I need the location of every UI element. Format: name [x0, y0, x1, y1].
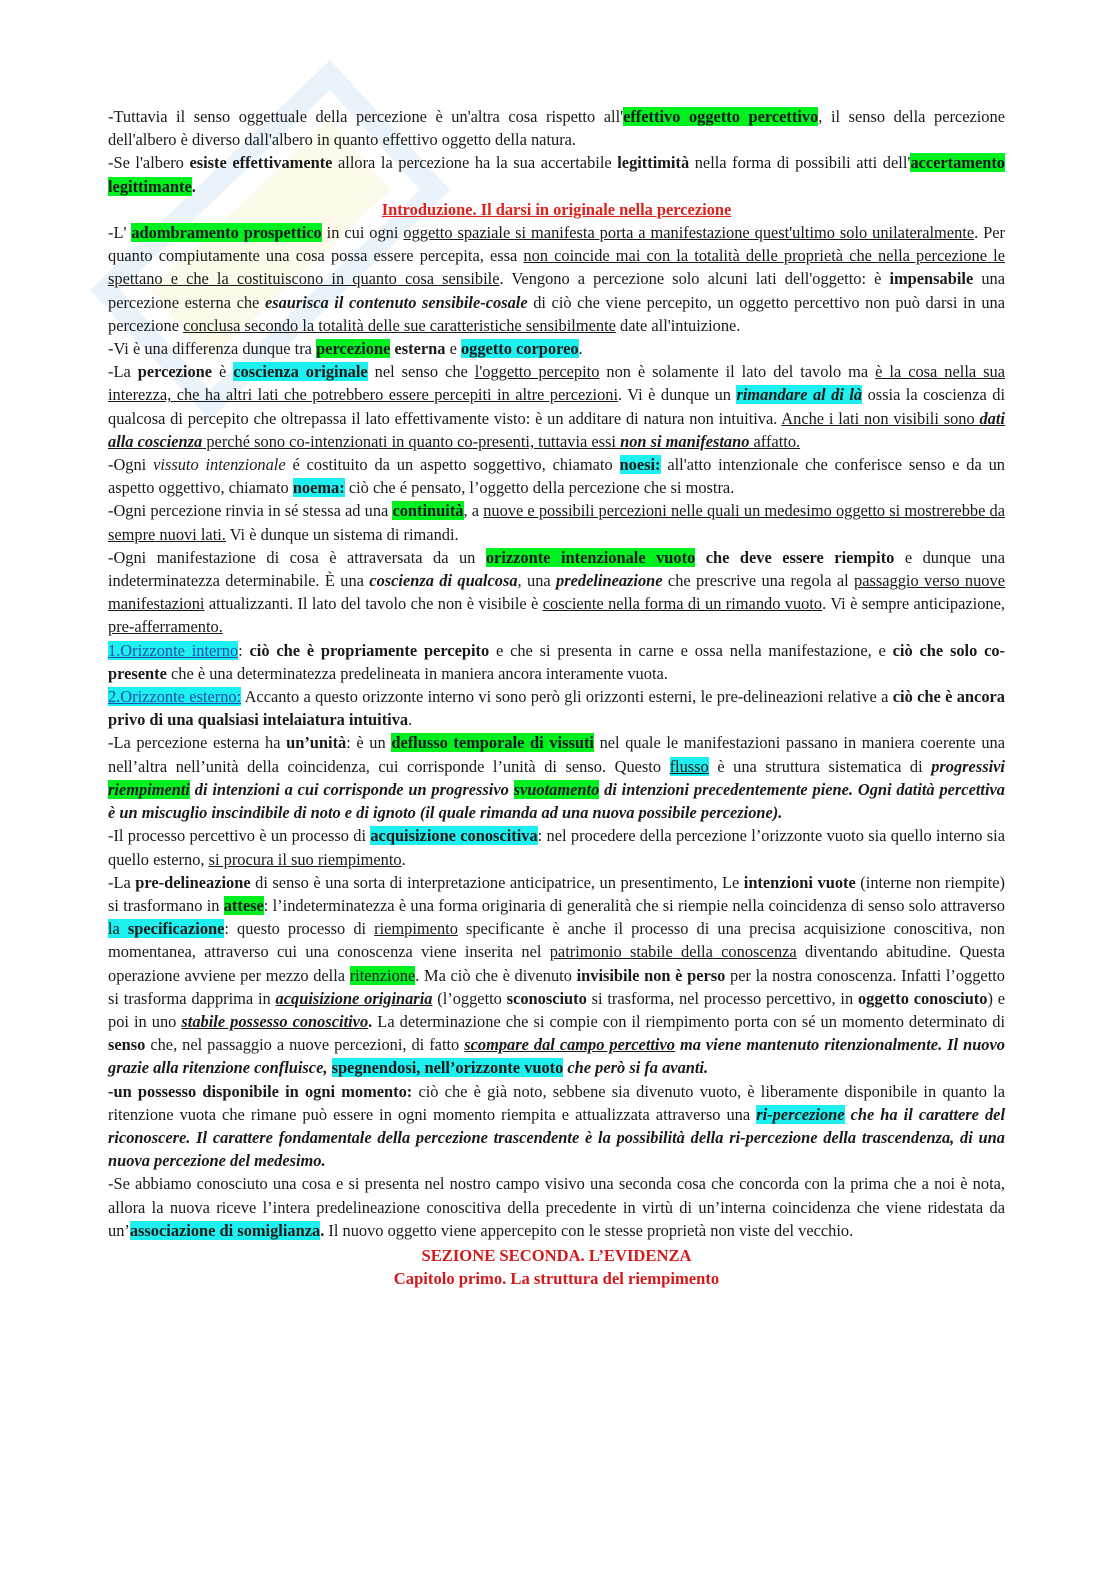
paragraph-3: -L' adombramento prospettico in cui ogni oggetto spaziale si manifesta porta a manifestazione quest'ultimo solo unilateralmente. Per quanto compiutamente una cosa possa essere percepita, essa non coincide mai con la totalità delle proprietà che nella percezione le spettano e che la costituiscono in quanto cosa sensibile. Vengono a percezione solo alcuni lati dell'oggetto: è impensabile una percezione esterna che esaurisca il contenuto sensibile-cosale di ciò che viene percepito, un oggetto percettivo non può darsi in una percezione conclusa secondo la totalità delle sue caratteristiche sensibilmente date all'intuizione.	[108, 223, 1006, 335]
section-heading-introduction: Introduzione. Il darsi in originale nella percezione	[381, 199, 732, 219]
document-page	[108, 105, 1005, 1290]
paragraph-10: 2.Orizzonte esterno: Accanto a questo orizzonte interno vi sono però gli orizzonti esterni, le pre-delineazioni relative a ciò che è ancora privo di una qualsiasi intelaiatura intuitiva.	[108, 687, 1005, 730]
paragraph-14: -un possesso disponibile in ogni momento: ciò che è già noto, sebbene sia divenuto vuoto, è liberamente disponibile in quanto la ritenzione vuota che rimane può essere in ogni momento riempita e attualizzata attraverso una ri-percezione che ha il carattere del riconoscere. Il carattere fondamentale della percezione trascendente è la possibilità della ri-percezione della trascendenza, di una nuova percezione del medesimo.	[108, 1081, 1006, 1171]
paragraph-6: -Ogni vissuto intenzionale é costituito da un aspetto soggettivo, chiamato noesi: all'atto intenzionale che conferisce senso e da un aspetto oggettivo, chiamato noema: ciò che é pensato, l’oggetto della percezione che si mostra.	[108, 455, 1006, 498]
paragraph-5: -La percezione è coscienza originale nel senso che l'oggetto percepito non è solamente il lato del tavolo ma è la cosa nella sua interezza, che ha altri lati che potrebbero essere percepiti in altre percezioni. Vi è dunque un rimandare al di là ossia la coscienza di qualcosa di percepito che oltrepassa il lato effettivamente visto: è un additare di natura non intuitiva. Anche i lati non visibili sono dati alla coscienza perché sono co-intenzionati in quanto co-presenti, tuttavia essi non si manifestano affatto.	[108, 362, 1005, 451]
paragraph-12: -Il processo percettivo è un processo di acquisizione conoscitiva: nel procedere della percezione l’orizzonte vuoto sia quello interno sia quello esterno, si procura il suo riempimento.	[108, 826, 1005, 869]
paragraph-13: -La pre-delineazione di senso è una sorta di interpretazione anticipatrice, un presentimento, Le intenzioni vuote (interne non riempite) si trasformano in attese: l’indeterminatezza è una forma originaria di generalità che si riempie nella coincidenza di senso solo attraverso la specificazione: questo processo di riempimento specificante è anche il processo di una precisa acquisizione conoscitiva, non momentanea, attraverso cui una conoscenza viene inserita nel patrimonio stabile della conoscenza diventando abitudine. Questa operazione avviene per mezzo della ritenzione. Ma ciò che è divenuto invisibile non è perso per la nostra conoscenza. Infatti l’oggetto si trasforma dapprima in acquisizione originaria (l’oggetto sconosciuto si trasforma, nel processo percettivo, in oggetto conosciuto) e poi in uno stabile possesso conoscitivo. La determinazione che si compie con il riempimento porta con sé un momento determinato di senso che, nel passaggio a nuove percezioni, di fatto scompare dal campo percettivo ma viene mantenuto ritenzionalmente. Il nuovo grazie alla ritenzione confluisce, spegnendosi, nell’orizzonte vuoto che però si fa avanti.	[108, 872, 1005, 1078]
paragraph-9: 1.Orizzonte interno: ciò che è propriamente percepito e che si presenta in carne e ossa nella manifestazione, e ciò che solo co-presente che è una determinatezza predelineata in maniera ancora interamente vuota.	[108, 640, 1006, 683]
paragraph-4: -Vi è una differenza dunque tra percezione esterna e oggetto corporeo.	[108, 339, 583, 359]
chapter-title: Capitolo primo. La struttura del riempimento	[393, 1269, 720, 1289]
paragraph-1: -Tuttavia il senso oggettuale della percezione è un'altra cosa rispetto all'effettivo oggetto percettivo, il senso della percezione dell'albero è diverso dall'albero in quanto effettivo oggetto della natura.	[108, 107, 1005, 150]
paragraph-11: -La percezione esterna ha un’unità: è un deflusso temporale di vissuti nel quale le manifestazioni passano in maniera coerente una nell’altra nell’unità della coincidenza, cui corrisponde l’unità di senso. Questo flusso è una struttura sistematica di progressivi riempimenti di intenzioni a cui corrisponde un progressivo svuotamento di intenzioni precedentemente piene. Ogni datità percettiva è un miscuglio inscindibile di noto e di ignoto (il quale rimanda ad una nuova possibile percezione).	[108, 733, 1005, 823]
paragraph-8: -Ogni manifestazione di cosa è attraversata da un orizzonte intenzionale vuoto che deve essere riempito e dunque una indeterminatezza determinabile. È una coscienza di qualcosa, una predelineazione che prescrive una regola al passaggio verso nuove manifestazioni attualizzanti. Il lato del tavolo che non è visibile è cosciente nella forma di un rimando vuoto. Vi è sempre anticipazione, pre-afferramento.	[108, 547, 1006, 637]
paragraph-2: -Se l'albero esiste effettivamente allora la percezione ha la sua accertabile legittimità nella forma di possibili atti dell'accertamento legittimante.	[108, 153, 1005, 196]
paragraph-7: -Ogni percezione rinvia in sé stessa ad una continuità, a nuove e possibili percezioni nelle quali un medesimo oggetto si mostrerebbe da sempre nuovi lati. Vi è dunque un sistema di rimandi.	[108, 501, 1005, 544]
paragraph-15: -Se abbiamo conosciuto una cosa e si presenta nel nostro campo visivo una seconda cosa che concorda con la prima che a noi è nota, allora la nuova riceve l’intera predelineazione conoscitiva della precedente in virtù di un’interna coincidenza che viene ridestata da un’associazione di somiglianza. Il nuovo oggetto viene appercepito con le stesse proprietà non viste del vecchio.	[108, 1174, 1005, 1240]
section-title: SEZIONE SECONDA. L’EVIDENZA	[421, 1245, 692, 1265]
